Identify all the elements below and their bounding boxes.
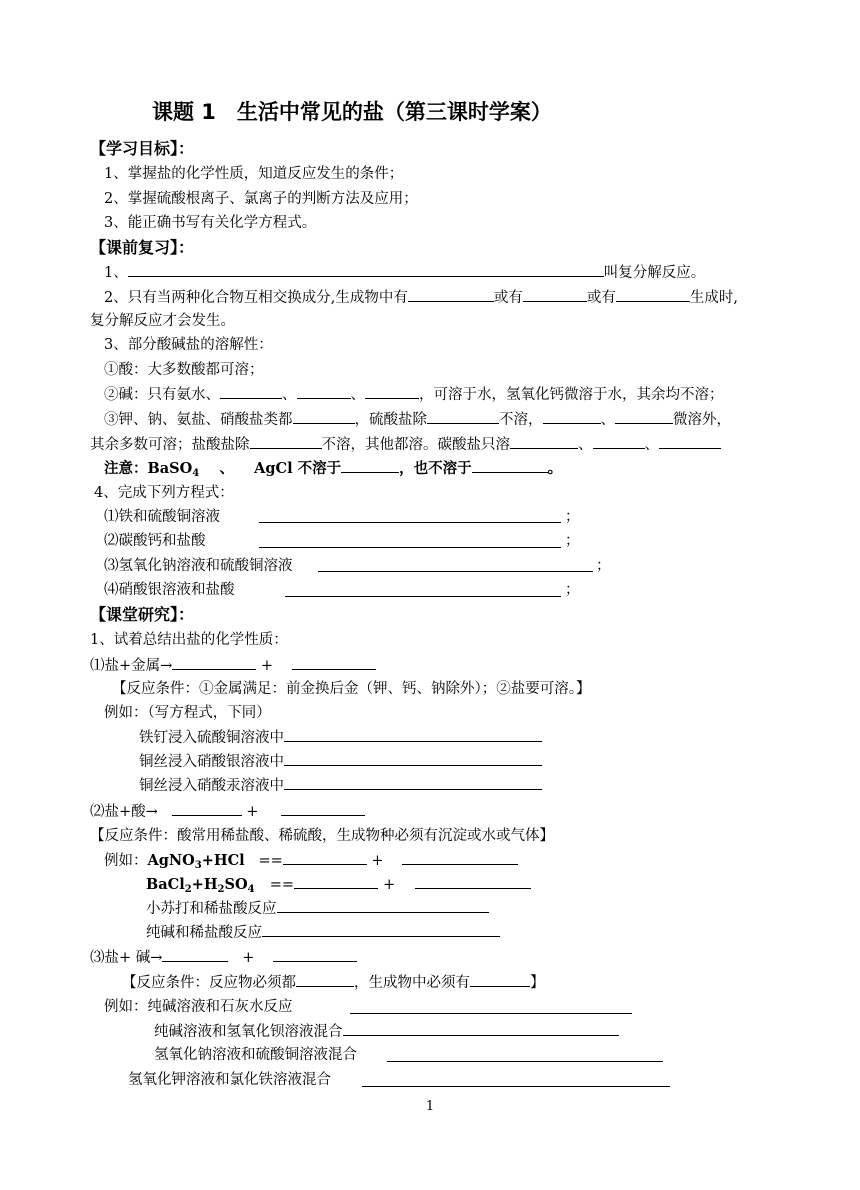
solubility-base: ②碱：只有氨水、 、 、 ，可溶于水，氢氧化钙微溶于水，其余均不溶；	[104, 384, 724, 405]
blank-line[interactable]	[162, 947, 228, 962]
blank-line[interactable]	[284, 751, 542, 766]
equation-label: ⑴铁和硫酸铜溶液	[104, 509, 220, 525]
answer-line[interactable]	[318, 571, 593, 572]
blank-line[interactable]	[296, 972, 354, 987]
blank-line[interactable]	[262, 922, 500, 937]
example-formula: 例如：AgNO$_3$+HCl == +	[104, 850, 518, 871]
blank-line[interactable]	[172, 801, 242, 816]
blank-line[interactable]	[293, 409, 355, 424]
blank-line[interactable]	[273, 947, 357, 962]
blank-line[interactable]	[277, 898, 489, 913]
answer-line[interactable]	[387, 1061, 663, 1062]
page-title: 课题 1 生活中常见的盐（第三课时学案）	[152, 100, 552, 124]
solubility-salt: ③钾、钠、氨盐、硝酸盐类都 ，硫酸盐除 不溶， 、 微溶外，	[104, 409, 731, 430]
property-1: ⑴盐+金属→ +	[90, 655, 376, 676]
review-q1: 1、 叫复分解反应。	[104, 262, 705, 283]
equation-label: ⑵碳酸钙和盐酸	[104, 533, 206, 549]
answer-line[interactable]	[259, 522, 561, 523]
blank-line[interactable]	[220, 384, 282, 399]
blank-line[interactable]	[615, 409, 673, 424]
example-formula: $BaCl_2+H_2SO_4$ == +	[146, 874, 531, 895]
blank-line[interactable]	[292, 655, 376, 670]
semicolon: ；	[565, 509, 580, 525]
solubility-salt-cont: 其余多数可溶；盐酸盐除 不溶，其他都溶。碳酸盐只溶 、 、	[90, 434, 721, 455]
goal-item: 2、掌握硫酸根离子、氯离子的判断方法及应用；	[104, 191, 418, 207]
blank-line[interactable]	[172, 655, 256, 670]
blank-line[interactable]	[427, 409, 499, 424]
goal-item: 1、掌握盐的化学性质，知道反应发生的条件；	[104, 166, 404, 182]
page-number: 1	[425, 1099, 435, 1114]
blank-line[interactable]	[616, 287, 690, 302]
solubility-acid: ①酸：大多数酸都可溶；	[104, 362, 264, 378]
example-label: 纯碱和稀盐酸反应	[146, 922, 500, 943]
goal-item: 3、能正确书写有关化学方程式。	[104, 215, 317, 231]
blank-line[interactable]	[593, 434, 645, 449]
example-note: 例如：（写方程式，下同）	[104, 705, 271, 721]
review-heading: 【课前复习】：	[90, 238, 195, 257]
blank-line[interactable]	[402, 850, 518, 865]
blank-line[interactable]	[659, 434, 721, 449]
equation-label: ⑷硝酸银溶液和盐酸	[104, 582, 235, 598]
blank-line[interactable]	[284, 727, 542, 742]
example-label: 纯碱溶液和氢氧化钡溶液混合	[154, 1021, 619, 1042]
property-3: ⑶盐+ 碱→ +	[90, 947, 357, 968]
study-intro: 1、试着总结出盐的化学性质：	[90, 632, 288, 648]
example-label: 例如：纯碱溶液和石灰水反应	[104, 999, 293, 1015]
semicolon: ；	[565, 582, 580, 598]
property-1-condition: 【反应条件：①金属满足：前金换后金（钾、钙、钠除外）；②盐要可溶。】	[112, 681, 591, 697]
blank-line[interactable]	[250, 434, 322, 449]
blank-line[interactable]	[297, 384, 351, 399]
semicolon: ；	[565, 533, 580, 549]
blank-line[interactable]	[470, 972, 530, 987]
semicolon: ；	[596, 558, 611, 574]
blank-line[interactable]	[523, 287, 587, 302]
example-label: 氢氧化钾溶液和氯化铁溶液混合	[128, 1072, 331, 1088]
blank-line[interactable]	[283, 850, 367, 865]
blank-line[interactable]	[415, 874, 531, 889]
solubility-note: 注意：BaSO$_4$ 、 AgCl 不溶于 ，也不溶于 。	[104, 460, 563, 479]
blank-line[interactable]	[128, 262, 604, 277]
blank-line[interactable]	[510, 434, 578, 449]
blank-line[interactable]	[408, 287, 494, 302]
equation-label: ⑶氢氧化钠溶液和硫酸铜溶液	[104, 558, 293, 574]
review-q2-cont: 复分解反应才会发生。	[90, 313, 235, 329]
answer-line[interactable]	[362, 1086, 670, 1087]
blank-line[interactable]	[343, 1021, 619, 1036]
blank-line[interactable]	[543, 409, 601, 424]
example-label: 铜丝浸入硝酸银溶液中	[139, 751, 542, 772]
property-2: ⑵盐+酸→ +	[90, 801, 365, 822]
example-label: 铜丝浸入硝酸汞溶液中	[139, 775, 542, 796]
review-q2: 2、只有当两种化合物互相交换成分,生成物中有 或有 或有 生成时,	[104, 287, 738, 308]
property-3-condition: 【反应条件：反应物必须都 ，生成物中必须有 】	[122, 972, 545, 993]
example-label: 氢氧化钠溶液和硫酸铜溶液混合	[154, 1047, 357, 1063]
goals-heading: 【学习目标】：	[90, 139, 195, 158]
example-label: 铁钉浸入硫酸铜溶液中	[139, 727, 542, 748]
blank-line[interactable]	[341, 458, 399, 473]
review-q3: 3、部分酸碱盐的溶解性：	[104, 337, 273, 353]
answer-line[interactable]	[285, 596, 561, 597]
blank-line[interactable]	[284, 775, 542, 790]
study-heading: 【课堂研究】：	[90, 605, 195, 624]
blank-line[interactable]	[294, 874, 378, 889]
review-q4: 4、完成下列方程式：	[94, 485, 234, 501]
blank-line[interactable]	[281, 801, 365, 816]
example-label: 小苏打和稀盐酸反应	[146, 898, 489, 919]
property-2-condition: 【反应条件：酸常用稀盐酸、稀硫酸，生成物种必须有沉淀或水或气体】	[90, 828, 554, 844]
answer-line[interactable]	[259, 547, 561, 548]
answer-line[interactable]	[350, 1013, 632, 1014]
blank-line[interactable]	[365, 384, 419, 399]
blank-line[interactable]	[472, 458, 548, 473]
